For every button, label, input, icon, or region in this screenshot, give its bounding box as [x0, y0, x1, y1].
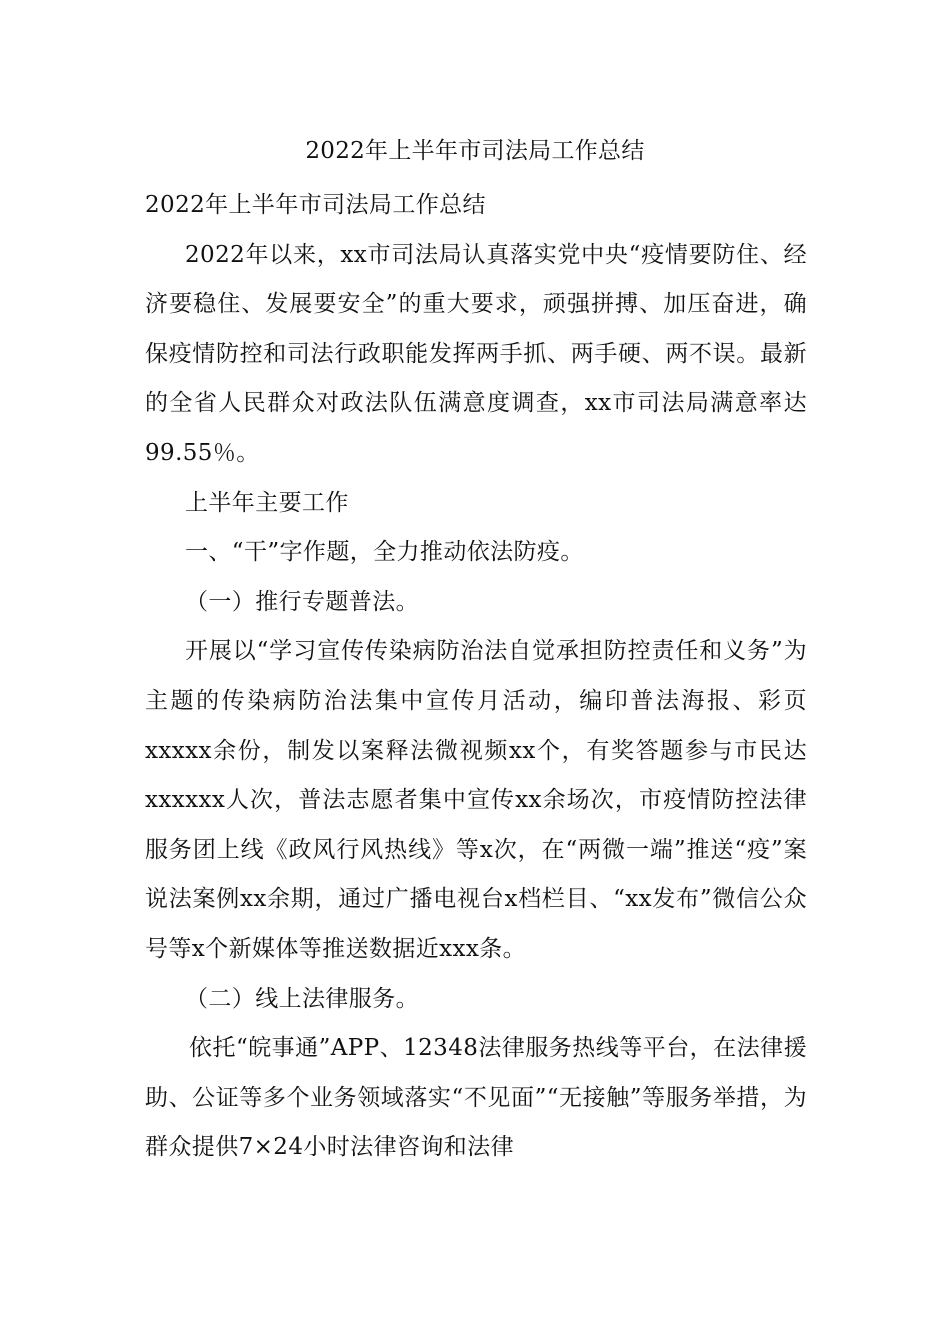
subsection-heading-1-1: （一）推行专题普法。: [185, 588, 419, 615]
document-body: [145, 181, 807, 1173]
paragraph-legal-publicity: 开展以“学习宣传传染病防治法自觉承担防控责任和义务”为主题的传染病防治法集中宣传月活动，编印普法海报、彩页xxxxx余份，制发以案释法微视频xx个，有奖答题参与市民达xxxxxx人次，普法志愿者集中宣传xx余场次，市疫情防控法律服务团上线《政风行风热线》等x次，在“两微一端”推送“疫”案说法案例xx余期，通过广播电视台x档栏目、“xx发布”微信公众号等x个新媒体等推送数据近xxx条。: [145, 638, 807, 962]
section-heading-main-work: 上半年主要工作: [185, 489, 349, 516]
subsection-heading-1-2: （二）线上法律服务。: [185, 985, 419, 1012]
paragraph-intro: 2022年以来，xx市司法局认真落实党中央“疫情要防住、经济要稳住、发展要安全”的重大要求，顽强拼搏、加压奋进，确保疫情防控和司法行政职能发挥两手抓、两手硬、两不误。最新的全省人民群众对政法队伍满意度调查，xx市司法局满意率达99.55％。: [145, 241, 807, 466]
document-title: 2022年上半年市司法局工作总结: [305, 138, 645, 164]
paragraph-online-legal-service: 依托“皖事通”APP、12348法律服务热线等平台，在法律援助、公证等多个业务领域落实“不见面”“无接触”等服务举措，为群众提供7×24小时法律咨询和法律: [145, 1035, 807, 1161]
section-heading-1: 一、“干”字作题，全力推动依法防疫。: [185, 539, 584, 566]
paragraph-subtitle: 2022年上半年市司法局工作总结: [145, 192, 486, 218]
